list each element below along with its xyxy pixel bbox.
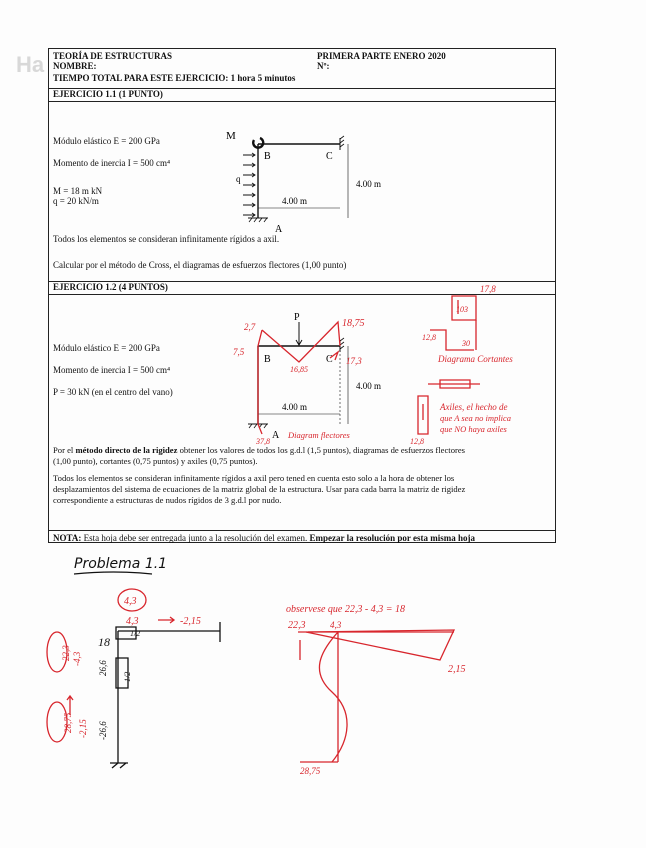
moment-column-curve	[319, 632, 347, 762]
sol-r-2-15: 2,15	[448, 664, 466, 675]
ex1-note2: Calcular por el método de Cross, el diagramas de esfuerzos flectores (1,00 punto)	[53, 260, 347, 270]
course-title: TEORÍA DE ESTRUCTURAS	[53, 51, 173, 61]
title-underline	[74, 572, 152, 574]
axial-beam-sketch	[428, 380, 480, 388]
ex2-frame	[248, 322, 348, 428]
ex1-note1: Todos los elementos se consideran infinitamente rígidos a axil.	[53, 234, 280, 244]
hw-axiles-1: Axiles, el hecho de	[440, 402, 508, 412]
ex2-fixed-c-hatch	[340, 338, 344, 349]
ex2-span-label: 4.00 m	[282, 402, 308, 412]
ex1-fixed-c-hatch	[340, 136, 344, 147]
sol-half-2: 1/2	[123, 671, 132, 682]
hw-17-3: 17,3	[346, 356, 362, 366]
ex2-modulus: Módulo elástico E = 200 GPa	[53, 343, 160, 353]
sol-neg-26-6: -26,6	[98, 721, 108, 740]
sol-r-4-3: 4,3	[330, 620, 342, 630]
ex1-load: q = 20 kN/m	[53, 196, 99, 206]
hw-12-8: 12,8	[422, 333, 436, 342]
sol-26-6: 26,6	[98, 660, 108, 676]
p2-a: Todos los elementos se consideran infinitamente rígidos a axil pero tened en cuenta esto solo a la hora de obtener los	[53, 473, 455, 483]
number-label: Nº:	[317, 61, 330, 71]
sol-half-1: 1/2	[130, 629, 141, 638]
name-label: NOMBRE:	[53, 61, 97, 71]
sol-18: 18	[98, 635, 110, 649]
solution-ink-labels	[98, 629, 140, 740]
hw-7-5: 7,5	[233, 347, 245, 357]
hw-axiles-3: que NO haya axiles	[440, 424, 507, 434]
ex1-label-M: M	[226, 130, 236, 142]
p2-b: desplazamientos del sistema de ecuaciones de la matriz global de la estructura. Usar para cada barra la matriz de rigidez	[53, 484, 466, 494]
hw-2-7: 2,7	[244, 322, 256, 332]
p1-c: obtener los valores de todos los g.d.l (1,5 puntos), diagramas de esfuerzos flectores	[177, 445, 466, 455]
arrow-up	[67, 696, 73, 715]
sol-4-3: 4,3	[126, 616, 139, 627]
ex2-label-B: B	[264, 354, 271, 365]
ex1-frame	[243, 136, 348, 222]
p1-a: Por el	[53, 445, 76, 455]
exam-title: PRIMERA PARTE ENERO 2020	[317, 51, 446, 61]
hw-37-8: 37,8	[256, 437, 270, 446]
nota-label: NOTA:	[53, 533, 82, 543]
ex1-fixed-a-hatch	[249, 218, 267, 222]
ex1-inertia: Momento de inercia I = 500 cm⁴	[53, 158, 171, 168]
ex1-label-A: A	[275, 224, 283, 235]
hw-18-75: 18,75	[342, 318, 365, 329]
ex2-red-labels	[233, 284, 513, 446]
hw-axiles-2: que A sea no implica	[440, 413, 511, 423]
hw-103: 103	[456, 305, 468, 314]
hw-diag-flectores: Diagram flectores	[288, 430, 350, 440]
sol-neg-4-3: -4,3	[72, 651, 82, 666]
ex2-label-A: A	[272, 430, 280, 441]
sol-title: Problema 1.1	[74, 556, 168, 572]
sol-22-3: 22,3	[61, 645, 71, 661]
hw-12-8b: 12,8	[410, 437, 424, 446]
ex1-label-q: q	[236, 174, 241, 184]
p2-c: correspondiente a estructuras de nudos rígidos de 3 g.d.l por nudo.	[53, 495, 282, 505]
ex1-label-B: B	[264, 151, 271, 162]
axial-column-sketch	[418, 396, 428, 434]
hw-16-85: 16,85	[290, 365, 308, 374]
ex2-label-C: C	[326, 354, 333, 365]
time-label: TIEMPO TOTAL PARA ESTE EJERCICIO: 1 hora 5 minutos	[53, 73, 296, 83]
hw-30: 30	[462, 339, 470, 348]
arrow-right	[158, 617, 174, 623]
ex1-moment: M = 18 m kN	[53, 186, 103, 196]
p1-b: método directo de la rigidez	[75, 445, 178, 455]
solution-ink-sketch	[74, 572, 220, 768]
sol-neg-2-15b: -2,15	[78, 719, 88, 738]
p1-d: (1,00 punto), cortantes (0,75 puntos) y axiles (0,75 puntos).	[53, 456, 258, 466]
ex2-load: P = 30 kN (en el centro del vano)	[53, 387, 173, 397]
sol-4-3-circled: 4,3	[124, 596, 137, 607]
watermark-text: Ha	[16, 52, 45, 77]
hw-diag-cortantes: Diagrama Cortantes	[438, 354, 513, 364]
solution-red-labels	[61, 596, 466, 776]
sol-28-75: 28,75	[63, 712, 73, 733]
nota-text: Esta hoja debe ser entregada junto a la resolución del examen.	[81, 533, 310, 543]
sol-column	[110, 631, 128, 768]
ex1-modulus: Módulo elástico E = 200 GPa	[53, 136, 160, 146]
ex1-span-label: 4.00 m	[282, 196, 308, 206]
ex2-label-P: P	[294, 312, 300, 323]
ex2-height-label: 4.00 m	[356, 381, 382, 391]
ex2-inertia: Momento de inercia I = 500 cm⁴	[53, 365, 171, 375]
ex1-height-label: 4.00 m	[356, 179, 382, 189]
ex1-label-C: C	[326, 151, 333, 162]
sol-r-28-75: 28,75	[300, 766, 321, 776]
sol-r-22-3: 22,3	[288, 620, 306, 631]
nota-bold: Empezar la resolución por esta misma hoja	[309, 533, 476, 543]
hw-17-8: 17,8	[480, 284, 496, 294]
sol-observation: observese que 22,3 - 4,3 = 18	[286, 604, 405, 615]
sol-neg-2-15: -2,15	[180, 616, 201, 627]
ex2-title: EJERCICIO 1.2 (4 PUNTOS)	[53, 282, 168, 292]
ex1-title: EJERCICIO 1.1 (1 PUNTO)	[53, 89, 163, 99]
